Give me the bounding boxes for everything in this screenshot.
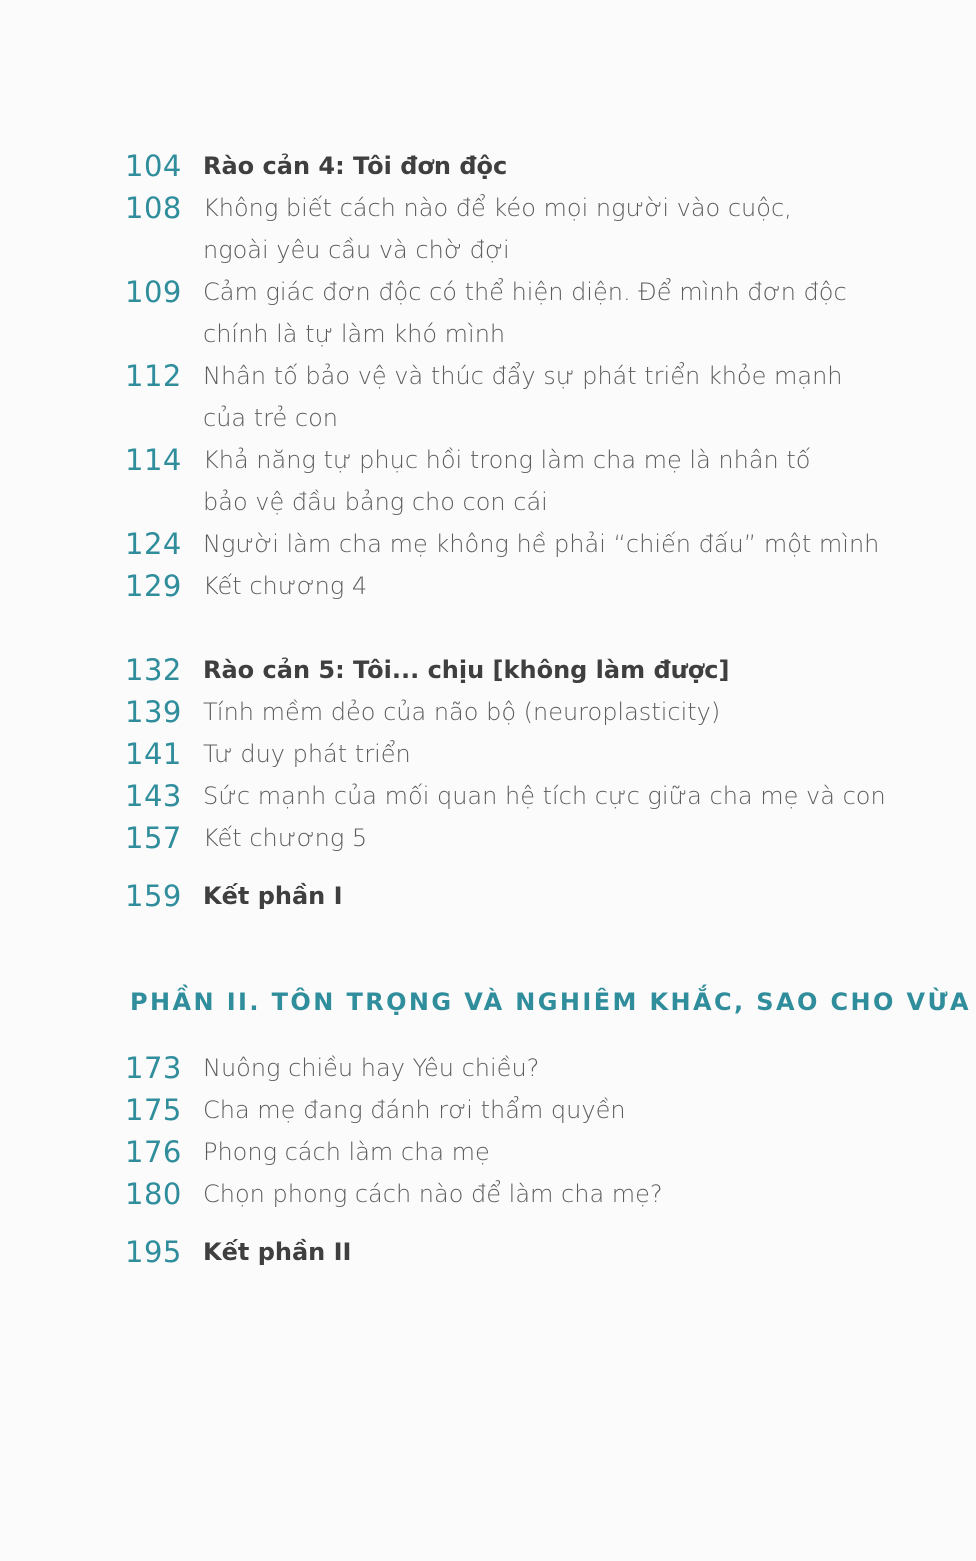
page-number: 109 xyxy=(125,275,182,309)
part-end-title: Kết phần II xyxy=(203,1238,352,1266)
section-title: Nuông chiều hay Yêu chiều? xyxy=(203,1054,540,1082)
toc-entry-195 xyxy=(125,1231,925,1273)
page-number: 114 xyxy=(125,443,182,477)
section-title: Kết chương 4 xyxy=(203,572,368,600)
page-number: 108 xyxy=(125,191,182,225)
page-number: 143 xyxy=(125,779,182,813)
page-number: 195 xyxy=(125,1235,182,1269)
page-number: 173 xyxy=(125,1051,182,1085)
toc-entry-124 xyxy=(125,523,925,565)
toc-entry-143 xyxy=(125,775,925,817)
toc-entry-173 xyxy=(125,1047,925,1089)
toc-entry-112 xyxy=(125,355,925,439)
page-number: 175 xyxy=(125,1093,182,1127)
toc-entry-104 xyxy=(125,145,925,187)
page-number: 159 xyxy=(125,879,182,913)
section-title: Tính mềm dẻo của não bộ (neuroplasticity) xyxy=(203,698,721,726)
section-title: Phong cách làm cha mẹ xyxy=(203,1138,490,1166)
page-number: 141 xyxy=(125,737,182,771)
section-title: Kết chương 5 xyxy=(203,824,368,852)
toc-entry-109 xyxy=(125,271,925,355)
toc-entry-139 xyxy=(125,691,925,733)
toc-entry-141 xyxy=(125,733,925,775)
toc-entry-132 xyxy=(125,649,925,691)
page-number: 129 xyxy=(125,569,182,603)
part-end-title: Kết phần I xyxy=(203,882,343,910)
toc-entry-176 xyxy=(125,1131,925,1173)
page-number: 157 xyxy=(125,821,182,855)
toc-entry-108 xyxy=(125,187,925,271)
toc-entry-129 xyxy=(125,565,925,607)
section-title: Không biết cách nào để kéo mọi người vào cuộc, ngoài yêu cầu và chờ đợi xyxy=(203,194,792,264)
section-title: Người làm cha mẹ không hề phải “chiến đấu” một mình xyxy=(203,530,880,558)
page-number: 112 xyxy=(125,359,182,393)
page-number: 176 xyxy=(125,1135,182,1169)
section-title: Nhân tố bảo vệ và thúc đẩy sự phát triển khỏe mạnh của trẻ con xyxy=(203,362,843,432)
section-title: Cảm giác đơn độc có thể hiện diện. Để mình đơn độc chính là tự làm khó mình xyxy=(203,278,847,348)
chapter-title: Rào cản 4: Tôi đơn độc xyxy=(203,152,508,180)
page-number: 180 xyxy=(125,1177,182,1211)
part-heading: PHẦN II. TÔN TRỌNG VÀ NGHIÊM KHẮC, SAO CHO VỪA xyxy=(130,988,971,1016)
page-number: 132 xyxy=(125,653,182,687)
toc-entry-114 xyxy=(125,439,925,523)
toc-entry-175 xyxy=(125,1089,925,1131)
page-number: 139 xyxy=(125,695,182,729)
page-number: 104 xyxy=(125,149,182,183)
toc-entry-157 xyxy=(125,817,925,859)
page-number: 124 xyxy=(125,527,182,561)
section-title: Khả năng tự phục hồi trong làm cha mẹ là nhân tố bảo vệ đầu bảng cho con cái xyxy=(203,446,811,516)
section-title: Tư duy phát triển xyxy=(203,740,411,768)
chapter-title: Rào cản 5: Tôi... chịu [không làm được] xyxy=(203,656,730,684)
section-title: Chọn phong cách nào để làm cha mẹ? xyxy=(203,1180,663,1208)
toc-entry-159 xyxy=(125,875,925,917)
toc-entry-180 xyxy=(125,1173,925,1215)
section-title: Sức mạnh của mối quan hệ tích cực giữa cha mẹ và con xyxy=(203,782,886,810)
section-title: Cha mẹ đang đánh rơi thẩm quyền xyxy=(203,1096,626,1124)
